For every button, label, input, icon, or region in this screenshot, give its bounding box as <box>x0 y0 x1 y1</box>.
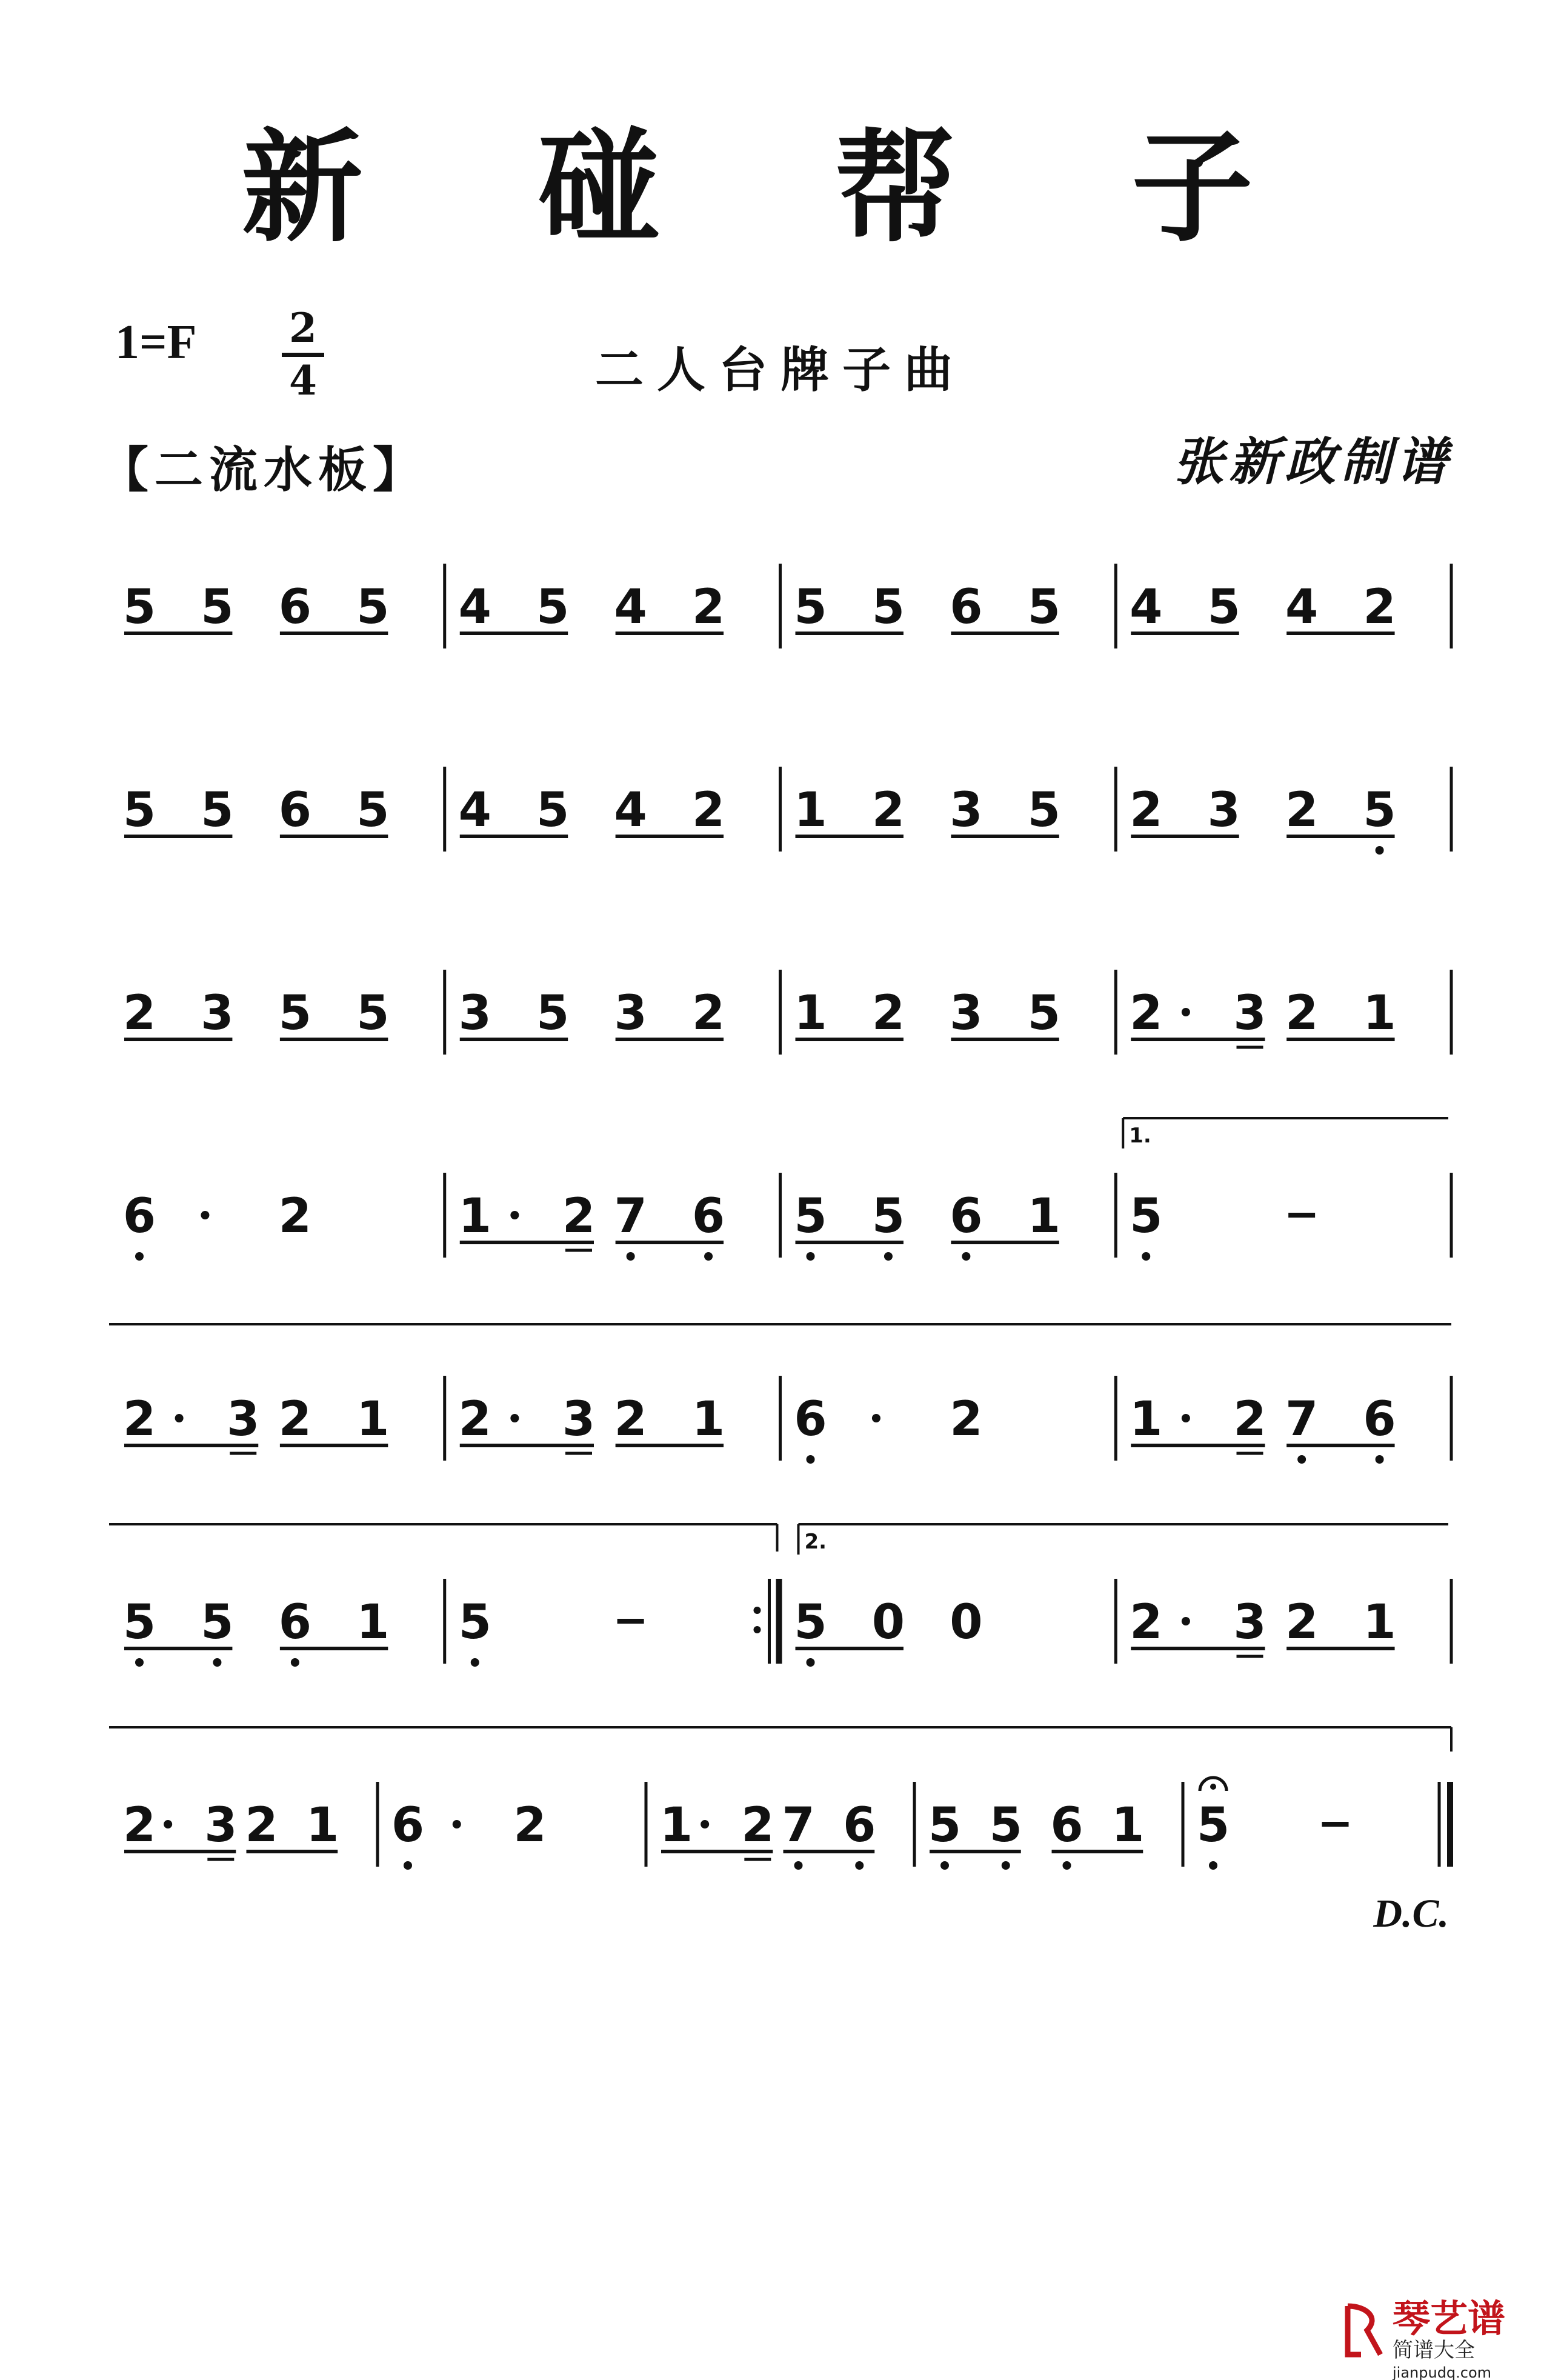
augmentation-dot <box>164 1820 172 1828</box>
volta-label: 2. <box>804 1530 827 1554</box>
note-digit: 5 <box>928 1798 962 1853</box>
augmentation-dot <box>1182 1008 1190 1016</box>
note-digit: 4 <box>458 783 491 838</box>
note-digit: 2 <box>691 580 725 635</box>
logo-site-cn: 简谱大全 <box>1393 2338 1475 2362</box>
note-digit: 6 <box>278 580 312 635</box>
note-digit: 2 <box>1285 1595 1319 1650</box>
octave-low-dot <box>855 1861 864 1870</box>
note-digit: 3 <box>950 986 983 1041</box>
note-digit: 5 <box>1363 783 1396 838</box>
note-digit: 5 <box>1207 580 1240 635</box>
octave-low-dot <box>627 1252 635 1261</box>
note-digit: 6 <box>950 1189 983 1244</box>
note-digit: 1 <box>794 783 827 838</box>
octave-low-dot <box>135 1658 144 1667</box>
note-digit: 2 <box>278 1392 312 1447</box>
note-digit: 6 <box>1363 1392 1396 1447</box>
note-digit: 2 <box>691 783 725 838</box>
note-digit: 2 <box>122 1392 156 1447</box>
note-digit: 2 <box>513 1798 547 1853</box>
augmentation-dot <box>510 1414 519 1422</box>
note-digit: 2 <box>741 1798 774 1853</box>
note-digit: 5 <box>871 580 905 635</box>
note-digit: 1 <box>356 1392 390 1447</box>
note-digit: 3 <box>227 1392 260 1447</box>
note-digit: 3 <box>950 783 983 838</box>
note-digit: 5 <box>536 580 570 635</box>
note-digit: 3 <box>458 986 491 1041</box>
volta-label: 1. <box>1129 1124 1151 1148</box>
note-digit: 1 <box>356 1595 390 1650</box>
note-digit: 3 <box>1233 986 1266 1041</box>
octave-low-dot <box>213 1658 221 1667</box>
note-digit: 3 <box>201 986 234 1041</box>
note-digit: 5 <box>122 783 156 838</box>
octave-low-dot <box>1002 1861 1010 1870</box>
note-digit: 5 <box>1027 580 1060 635</box>
octave-low-dot <box>884 1252 893 1261</box>
octave-low-dot <box>962 1252 970 1261</box>
note-digit: 1 <box>1027 1189 1060 1244</box>
meter-bottom: 4 <box>289 357 317 404</box>
octave-low-dot <box>807 1455 815 1464</box>
note-digit: 6 <box>950 580 983 635</box>
octave-low-dot <box>291 1658 299 1667</box>
note-digit: 7 <box>1285 1392 1319 1447</box>
logo-site-url: jianpudq.com <box>1393 2364 1492 2380</box>
tempo-marking: 【二流水板】 <box>100 441 427 498</box>
note-digit: 7 <box>782 1798 815 1853</box>
note-digit: 7 <box>614 1189 647 1244</box>
octave-low-dot <box>1063 1861 1071 1870</box>
note-digit: 6 <box>691 1189 725 1244</box>
note-digit: 6 <box>122 1189 156 1244</box>
note-digit: 5 <box>356 986 390 1041</box>
note-digit: 5 <box>794 1189 827 1244</box>
note-digit: 5 <box>1027 986 1060 1041</box>
note-digit: 2 <box>1130 783 1163 838</box>
note-digit: 4 <box>614 580 647 635</box>
octave-low-dot <box>807 1252 815 1261</box>
note-digit: 5 <box>1196 1798 1230 1853</box>
augmentation-dot <box>872 1414 880 1422</box>
note-digit: 2 <box>871 783 905 838</box>
note-digit: 2 <box>245 1798 278 1853</box>
augmentation-dot <box>510 1211 519 1219</box>
note-digit: 5 <box>356 783 390 838</box>
note-digit: 6 <box>278 1595 312 1650</box>
note-digit: 5 <box>1027 783 1060 838</box>
note-digit: 2 <box>871 986 905 1041</box>
fermata-dot <box>1210 1784 1216 1790</box>
note-digit: 1 <box>1111 1798 1145 1853</box>
note-digit: 4 <box>614 783 647 838</box>
note-digit: 2 <box>691 986 725 1041</box>
note-digit: 2 <box>1130 986 1163 1041</box>
note-digit: 5 <box>201 580 234 635</box>
note-digit: 1 <box>1363 1595 1396 1650</box>
note-digit: 4 <box>458 580 491 635</box>
logo-mark-icon <box>1343 2300 1385 2361</box>
note-digit: 1 <box>306 1798 339 1853</box>
octave-low-dot <box>1142 1252 1150 1261</box>
note-digit: 2 <box>1130 1595 1163 1650</box>
augmentation-dot <box>453 1820 461 1828</box>
repeat-dot <box>754 1626 761 1633</box>
augmentation-dot <box>701 1820 709 1828</box>
note-digit: 6 <box>794 1392 827 1447</box>
note-digit: 5 <box>1130 1189 1163 1244</box>
note-digit: 2 <box>122 986 156 1041</box>
note-digit: 2 <box>122 1798 156 1853</box>
octave-low-dot <box>807 1658 815 1667</box>
augmentation-dot <box>201 1211 209 1219</box>
note-digit: 1 <box>691 1392 725 1447</box>
augmentation-dot <box>1182 1617 1190 1625</box>
logo-site <box>1393 2340 1543 2380</box>
note-digit: 5 <box>794 580 827 635</box>
octave-low-dot <box>794 1861 803 1870</box>
octave-low-dot <box>1376 846 1384 855</box>
note-digit: 5 <box>794 1595 827 1650</box>
subtitle: 二人台牌子曲 <box>595 341 966 398</box>
note-digit: 5 <box>122 1595 156 1650</box>
note-digit: 6 <box>278 783 312 838</box>
note-digit: 2 <box>1233 1392 1266 1447</box>
octave-low-dot <box>1376 1455 1384 1464</box>
note-digit: 5 <box>201 783 234 838</box>
note-digit: 2 <box>1285 783 1319 838</box>
note-digit: 1 <box>1363 986 1396 1041</box>
note-digit: 5 <box>458 1595 491 1650</box>
note-digit: 5 <box>536 783 570 838</box>
augmentation-dot <box>1182 1414 1190 1422</box>
octave-low-dot <box>471 1658 479 1667</box>
note-digit: 5 <box>356 580 390 635</box>
note-digit: 1 <box>1130 1392 1163 1447</box>
da-capo-mark: D.C. <box>1373 1892 1449 1936</box>
note-digit: 1 <box>659 1798 693 1853</box>
octave-low-dot <box>404 1861 412 1870</box>
note-digit: 5 <box>122 580 156 635</box>
note-digit: 0 <box>871 1595 905 1650</box>
note-digit: 2 <box>458 1392 491 1447</box>
note-digit: 2 <box>614 1392 647 1447</box>
note-digit: 1 <box>794 986 827 1041</box>
note-digit: 3 <box>204 1798 238 1853</box>
key-signature: 1=F <box>115 316 197 369</box>
note-digit: 5 <box>201 1595 234 1650</box>
page-title: 新 碰 帮 子 <box>241 116 1320 259</box>
octave-low-dot <box>940 1861 949 1870</box>
note-digit: 2 <box>1363 580 1396 635</box>
note-digit: 2 <box>562 1189 596 1244</box>
meter-top: 2 <box>289 304 317 352</box>
note-digit: 5 <box>278 986 312 1041</box>
repeat-dot <box>754 1607 761 1614</box>
note-digit: 3 <box>1207 783 1240 838</box>
note-digit: 3 <box>1233 1595 1266 1650</box>
note-digit: 0 <box>950 1595 983 1650</box>
note-digit: 1 <box>458 1189 491 1244</box>
note-digit: 6 <box>843 1798 876 1853</box>
octave-low-dot <box>704 1252 713 1261</box>
note-digit: 3 <box>614 986 647 1041</box>
note-digit: 5 <box>989 1798 1022 1853</box>
note-digit: 2 <box>278 1189 312 1244</box>
logo-brand: 琴艺谱 <box>1393 2296 1506 2341</box>
note-digit: 4 <box>1130 580 1163 635</box>
note-digit: 5 <box>871 1189 905 1244</box>
note-digit: 3 <box>562 1392 596 1447</box>
note-digit: 4 <box>1285 580 1319 635</box>
octave-low-dot <box>1297 1455 1306 1464</box>
note-digit: 6 <box>1050 1798 1083 1853</box>
octave-low-dot <box>1209 1861 1217 1870</box>
augmentation-dot <box>175 1414 184 1422</box>
note-digit: 2 <box>950 1392 983 1447</box>
arranger-credit: 张新政制谱 <box>1173 432 1452 492</box>
note-digit: 5 <box>536 986 570 1041</box>
note-digit: 2 <box>1285 986 1319 1041</box>
octave-low-dot <box>135 1252 144 1261</box>
note-digit: 6 <box>391 1798 425 1853</box>
watermark-logo <box>1343 2296 1543 2380</box>
